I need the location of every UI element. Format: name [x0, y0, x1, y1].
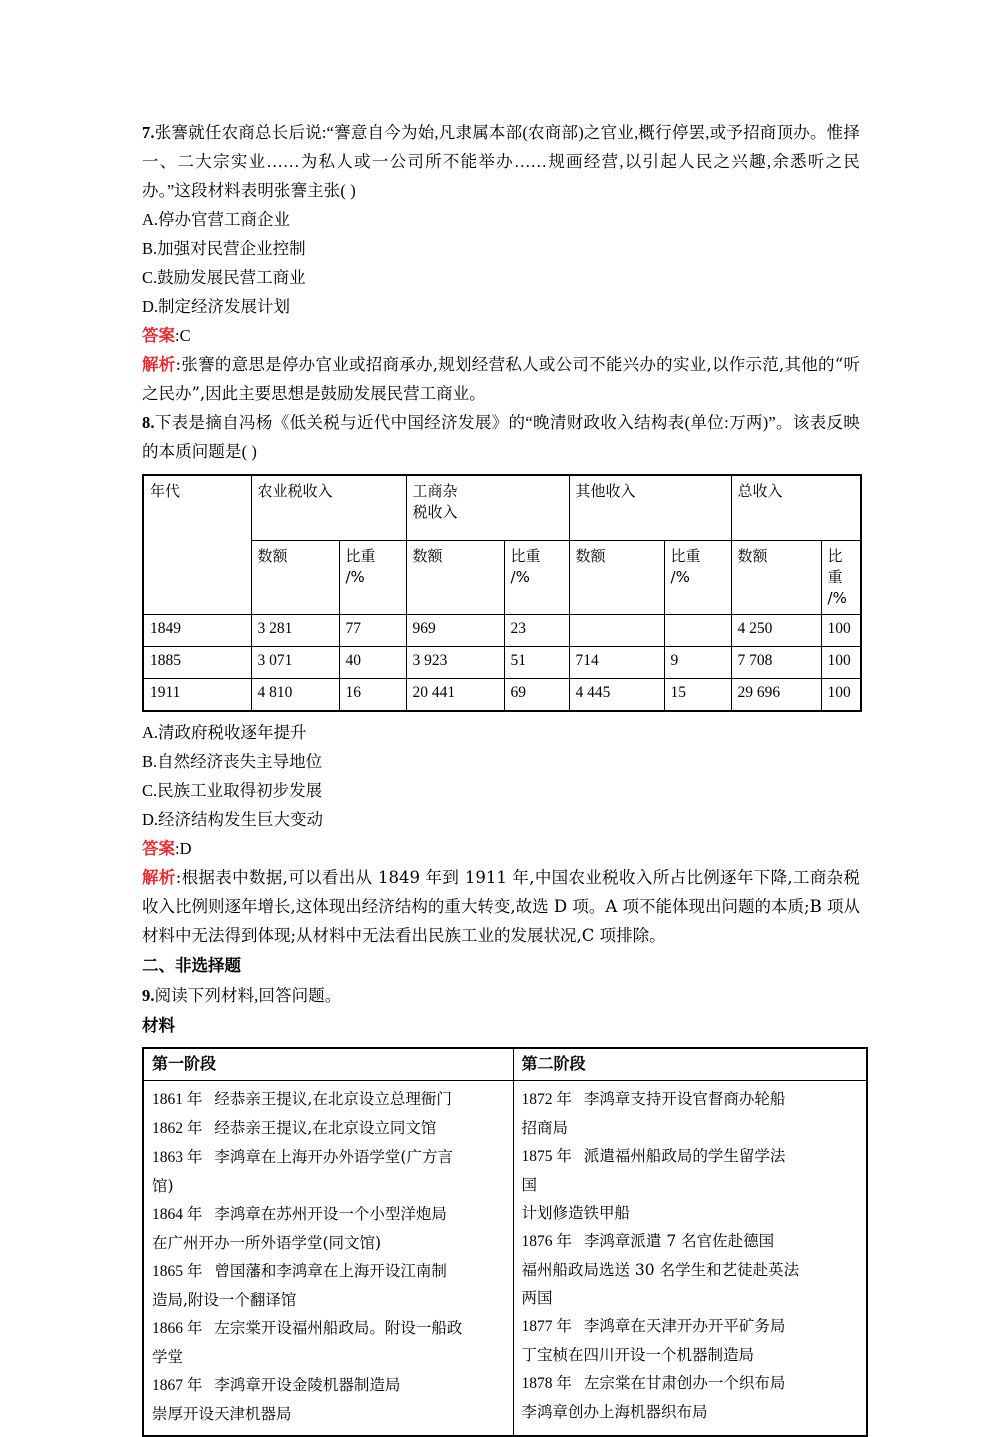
explanation-colon: :	[175, 868, 182, 887]
event-text: 派遣福州船政局的学生留学法	[583, 1147, 786, 1165]
list-item	[522, 1312, 859, 1341]
explanation-colon: :	[175, 355, 182, 374]
finance-subheader-other-pct-unit: /%	[670, 568, 690, 586]
finance-cell-agri-amount: 3 281	[251, 615, 339, 647]
list-item	[522, 1341, 859, 1369]
finance-subheader-agri-pct	[339, 541, 406, 615]
finance-cell-industry-pct: 23	[504, 615, 569, 647]
event-year: 1864 年	[152, 1206, 203, 1223]
question-8-explanation-text: 根据表中数据,可以看出从 1849 年到 1911 年,中国农业税收入所占比例逐年下降,工商杂税收入比例则逐年增长,这体现出经济结构的重大转变,故选 D 项。A 项不能体现出问题的本质;B 项从材料中无法得到体现;从材料中无法看出民族工业的发展状况,C 项排除。	[142, 868, 861, 945]
event-text: 丁宝桢在四川开设一个机器制造局	[521, 1346, 755, 1364]
question-8-answer-row	[142, 834, 860, 863]
event-year: 1861 年	[152, 1091, 203, 1108]
event-year: 1863 年	[152, 1149, 203, 1166]
finance-header-year	[143, 475, 251, 615]
finance-header-industry-line2: 税收入	[412, 503, 458, 521]
finance-cell-other-pct	[664, 615, 731, 647]
finance-cell-other-amount: 4 445	[569, 679, 664, 712]
event-text: 崇厚开设天津机器局	[152, 1405, 292, 1423]
list-item	[152, 1286, 505, 1314]
finance-subheader-agri-pct-unit: /%	[345, 568, 365, 586]
section-heading-non-choice: 二、非选择题	[142, 956, 241, 975]
question-7-option-d[interactable]: D.制定经济发展计划	[142, 297, 291, 316]
question-9-stem	[142, 981, 860, 1010]
finance-subheader-total-pct	[821, 541, 861, 615]
finance-header-other	[569, 475, 731, 541]
question-7-answer-value: C	[179, 326, 191, 345]
finance-cell-agri-pct: 16	[339, 679, 406, 712]
finance-cell-agri-pct: 40	[339, 647, 406, 679]
finance-cell-total-amount: 4 250	[731, 615, 821, 647]
event-text: 招商局	[521, 1119, 569, 1137]
table-row	[143, 647, 861, 679]
question-8-option-a[interactable]: A.清政府税收逐年提升	[142, 723, 307, 742]
stage-header-second: 第二阶段	[513, 1048, 867, 1081]
question-8-answer-value: D	[179, 839, 192, 858]
finance-subheader-agri-amount-text: 数额	[257, 547, 288, 565]
finance-table-group-header-row	[143, 475, 861, 541]
finance-cell-total-pct: 100	[821, 679, 861, 712]
finance-subheader-industry-amount	[406, 541, 504, 615]
event-year: 1876 年	[521, 1233, 572, 1250]
list-item	[522, 1284, 859, 1312]
event-text: 经恭亲王提议,在北京设立总理衙门	[214, 1090, 452, 1108]
finance-subheader-agri-amount	[251, 541, 339, 615]
two-stage-timeline-table	[142, 1047, 868, 1437]
explanation-label: 解析	[142, 355, 176, 374]
finance-header-agri	[251, 475, 406, 541]
stage-table-body-row	[143, 1081, 867, 1437]
event-text: 李鸿章开设金陵机器制造局	[214, 1376, 401, 1394]
event-year: 1865 年	[152, 1263, 203, 1280]
event-text: 在广州开办一所外语学堂(同文馆)	[152, 1234, 382, 1252]
finance-cell-year: 1885	[143, 647, 251, 679]
finance-cell-total-pct: 100	[821, 615, 861, 647]
event-year: 1867 年	[152, 1377, 203, 1394]
finance-header-agri-text: 农业税收入	[257, 482, 333, 500]
event-text: 经恭亲王提议,在北京设立同文馆	[214, 1119, 437, 1137]
finance-cell-agri-pct: 77	[339, 615, 406, 647]
question-7-number: 7.	[142, 123, 155, 142]
finance-header-industry-line1: 工商杂	[412, 482, 458, 500]
question-7-answer-row	[142, 321, 860, 350]
finance-subheader-total-amount	[731, 541, 821, 615]
event-text: 学堂	[152, 1348, 184, 1366]
finance-subheader-total-pct-unit: /%	[827, 589, 847, 607]
finance-subheader-other-pct-text: 比重	[670, 547, 701, 565]
finance-cell-other-amount	[569, 615, 664, 647]
event-year: 1878 年	[521, 1375, 572, 1392]
explanation-label: 解析	[142, 868, 176, 887]
finance-subheader-industry-pct-unit: /%	[510, 568, 530, 586]
event-year: 1872 年	[521, 1091, 572, 1108]
question-7-explanation-row	[142, 350, 860, 408]
event-text: 福州船政局选送 30 名学生和艺徒赴英法	[521, 1261, 800, 1279]
answer-label: 答案	[142, 839, 175, 858]
question-8-option-b[interactable]: B.自然经济丧失主导地位	[142, 752, 323, 771]
finance-cell-year: 1849	[143, 615, 251, 647]
question-9-number: 9.	[142, 986, 155, 1005]
finance-header-industry	[406, 475, 569, 541]
finance-subheader-other-amount	[569, 541, 664, 615]
finance-header-total	[731, 475, 861, 541]
event-text: 左宗棠在甘肃创办一个织布局	[583, 1374, 786, 1392]
list-item	[152, 1085, 505, 1114]
finance-cell-other-pct: 9	[664, 647, 731, 679]
question-8-stem	[142, 408, 860, 466]
stage-two-events	[513, 1081, 867, 1437]
finance-header-year-text: 年代	[150, 482, 181, 500]
finance-subheader-agri-pct-text: 比重	[345, 547, 376, 565]
list-item	[152, 1229, 505, 1257]
event-year: 1866 年	[152, 1320, 203, 1337]
list-item	[152, 1314, 505, 1343]
list-item	[522, 1171, 859, 1199]
question-7-stem	[142, 118, 860, 205]
finance-subheader-other-pct	[664, 541, 731, 615]
question-9-stem-text: 阅读下列材料,回答问题。	[154, 986, 342, 1005]
event-text: 造局,附设一个翻译馆	[152, 1291, 297, 1309]
finance-table-sub-header-row	[143, 541, 861, 615]
finance-cell-industry-amount: 3 923	[406, 647, 504, 679]
stage-one-events	[143, 1081, 513, 1437]
list-item	[522, 1227, 859, 1256]
list-item	[152, 1200, 505, 1229]
finance-cell-year: 1911	[143, 679, 251, 712]
question-8-stem-text: 下表是摘自冯杨《低关税与近代中国经济发展》的“晚清财政收入结构表(单位:万两)”。该表反映的本质问题是( )	[142, 413, 860, 461]
stage-table-header-row	[143, 1048, 867, 1081]
list-item	[522, 1199, 859, 1227]
answer-label: 答案	[142, 326, 175, 345]
finance-cell-other-pct: 15	[664, 679, 731, 712]
list-item	[152, 1114, 505, 1143]
event-text: 李鸿章派遣 7 名官佐赴德国	[583, 1232, 775, 1250]
list-item	[152, 1371, 505, 1400]
question-8-explanation-row	[142, 863, 860, 950]
finance-cell-industry-pct: 51	[504, 647, 569, 679]
event-text: 李鸿章创办上海机器织布局	[521, 1403, 708, 1421]
finance-cell-industry-pct: 69	[504, 679, 569, 712]
finance-cell-agri-amount: 4 810	[251, 679, 339, 712]
finance-header-total-text: 总收入	[737, 482, 783, 500]
event-text: 李鸿章在天津开办开平矿务局	[583, 1317, 786, 1335]
event-text: 左宗棠开设福州船政局。附设一船政	[214, 1319, 463, 1337]
list-item	[522, 1142, 859, 1171]
list-item	[152, 1343, 505, 1371]
list-item	[152, 1143, 505, 1172]
finance-cell-other-amount: 714	[569, 647, 664, 679]
list-item	[152, 1172, 505, 1200]
question-8-option-c[interactable]: C.民族工业取得初步发展	[142, 781, 323, 800]
finance-subheader-industry-pct	[504, 541, 569, 615]
list-item	[522, 1256, 859, 1284]
material-label: 材料	[142, 1016, 175, 1035]
event-text: 两国	[521, 1289, 553, 1307]
event-year: 1862 年	[152, 1120, 203, 1137]
stage-header-first: 第一阶段	[143, 1048, 513, 1081]
finance-cell-agri-amount: 3 071	[251, 647, 339, 679]
list-item	[522, 1398, 859, 1426]
list-item	[522, 1085, 859, 1114]
list-item	[152, 1400, 505, 1428]
list-item	[522, 1114, 859, 1142]
finance-subheader-industry-amount-text: 数额	[412, 547, 443, 565]
event-text: 国	[521, 1176, 538, 1194]
event-text: 计划修造铁甲船	[521, 1204, 631, 1222]
question-7-stem-text: 张謇就任农商总长后说:“謇意自今为始,凡隶属本部(农商部)之官业,概行停罢,或予招商顶办。惟择一、二大宗实业……为私人或一公司所不能举办……规画经营,以引起人民之兴趣,余悉听之民办。”这段材料表明张謇主张( )	[142, 123, 860, 200]
event-year: 1877 年	[521, 1318, 572, 1335]
finance-structure-table	[142, 474, 862, 712]
question-8-option-d[interactable]: D.经济结构发生巨大变动	[142, 810, 324, 829]
table-row	[143, 679, 861, 712]
answer-colon: :	[175, 839, 180, 858]
question-7-option-a[interactable]: A.停办官营工商企业	[142, 210, 291, 229]
question-8-number: 8.	[142, 413, 155, 432]
list-item	[522, 1369, 859, 1398]
event-text: 李鸿章支持开设官督商办轮船	[583, 1090, 786, 1108]
finance-cell-total-amount: 7 708	[731, 647, 821, 679]
finance-subheader-total-pct-text: 比重	[827, 547, 843, 586]
event-year: 1875 年	[521, 1148, 572, 1165]
finance-subheader-total-amount-text: 数额	[737, 547, 768, 565]
event-text: 李鸿章在上海开办外语学堂(广方言	[214, 1148, 453, 1166]
table-row	[143, 615, 861, 647]
answer-colon: :	[175, 326, 180, 345]
finance-cell-industry-amount: 969	[406, 615, 504, 647]
finance-header-other-text: 其他收入	[575, 482, 636, 500]
question-7-option-c[interactable]: C.鼓励发展民营工商业	[142, 268, 306, 287]
event-text: 曾国藩和李鸿章在上海开设江南制	[214, 1262, 447, 1280]
finance-cell-total-pct: 100	[821, 647, 861, 679]
finance-subheader-other-amount-text: 数额	[575, 547, 606, 565]
event-text: 馆)	[152, 1177, 174, 1195]
finance-cell-industry-amount: 20 441	[406, 679, 504, 712]
finance-subheader-industry-pct-text: 比重	[510, 547, 541, 565]
finance-cell-total-amount: 29 696	[731, 679, 821, 712]
event-text: 李鸿章在苏州开设一个小型洋炮局	[214, 1205, 447, 1223]
question-7-explanation-text: 张謇的意思是停办官业或招商承办,规划经营私人或公司不能兴办的实业,以作示范,其他的“听之民办”,因此主要思想是鼓励发展民营工商业。	[142, 355, 861, 403]
question-7-option-b[interactable]: B.加强对民营企业控制	[142, 239, 306, 258]
list-item	[152, 1257, 505, 1286]
